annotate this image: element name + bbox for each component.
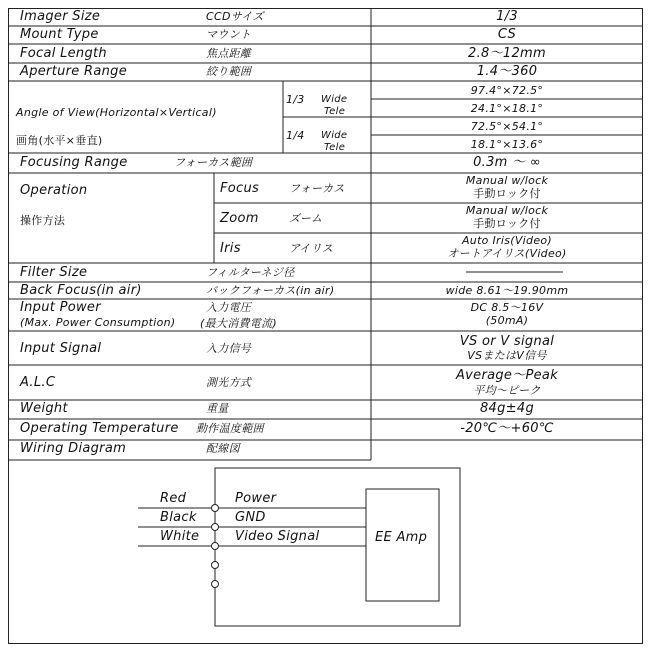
value-zoom-jp: 手動ロック付 — [473, 217, 541, 230]
value-iris: Auto Iris(Video) — [461, 234, 553, 247]
label-filter-size: Filter Size — [20, 265, 88, 280]
value-alc: Average～Peak — [455, 368, 559, 383]
label-angle-of-view: Angle of View(Horizontal×Vertical) — [16, 106, 217, 119]
label-focal-length: Focal Length — [20, 46, 107, 61]
aov-tele-1-3: Tele — [324, 106, 346, 117]
value-aperture-range: 1.4～360 — [476, 64, 538, 79]
value-input-power-current: (50mA) — [485, 314, 529, 327]
jp-imager-size: CCDサイズ — [206, 10, 264, 23]
jp-angle-of-view: 画角(水平×垂直) — [16, 134, 103, 147]
wire-signal-video: Video Signal — [235, 529, 320, 544]
label-operating-temperature: Operating Temperature — [20, 421, 179, 436]
value-input-signal: VS or V signal — [459, 334, 555, 349]
ee-amp-label: EE Amp — [375, 530, 428, 545]
jp-back-focus: バックフォーカス(in air) — [206, 284, 335, 297]
label-input-power: Input Power — [20, 300, 101, 315]
value-operating-temperature: -20℃～+60℃ — [460, 421, 554, 436]
aov-value-1-4-wide: 72.5°×54.1° — [470, 120, 544, 133]
jp-focusing-range: フォーカス範囲 — [174, 156, 253, 169]
aov-wide-1-4: Wide — [321, 130, 348, 141]
jp-alc: 測光方式 — [206, 376, 252, 389]
value-input-power: DC 8.5～16V — [470, 301, 544, 314]
aov-value-1-3-tele: 24.1°×18.1° — [470, 102, 544, 115]
value-focus-jp: 手動ロック付 — [473, 187, 541, 200]
spec-sheet — [8, 8, 643, 644]
wire-signal-gnd: GND — [235, 510, 266, 525]
label-wiring-diagram: Wiring Diagram — [20, 441, 127, 456]
label-mount-type: Mount Type — [20, 27, 99, 42]
label-aperture-range: Aperture Range — [20, 64, 127, 79]
value-focusing-range: 0.3m ～ ∞ — [473, 155, 541, 170]
aov-value-1-4-tele: 18.1°×13.6° — [470, 138, 544, 151]
jp-weight: 重量 — [206, 402, 229, 415]
label-input-signal: Input Signal — [20, 341, 102, 356]
jp-wiring-diagram: 配線図 — [206, 442, 240, 455]
value-weight: 84g±4g — [479, 401, 534, 416]
wire-signal-power: Power — [235, 491, 277, 506]
wire-color-red: Red — [160, 491, 187, 506]
wire-color-white: White — [160, 529, 200, 544]
jp-input-power-max: (最大消費電流) — [200, 317, 277, 330]
jp-focal-length: 焦点距離 — [206, 47, 252, 60]
value-alc-jp: 平均～ピーク — [473, 384, 541, 397]
jp-operation: 操作方法 — [20, 214, 66, 227]
label-imager-size: Imager Size — [20, 9, 101, 24]
jp-operating-temperature: 動作温度範囲 — [196, 422, 264, 435]
label-focusing-range: Focusing Range — [20, 155, 128, 170]
jp-input-power: 入力電圧 — [206, 301, 252, 314]
label-iris: Iris — [220, 241, 241, 256]
value-iris-jp: オートアイリス(Video) — [447, 247, 567, 260]
value-mount-type: CS — [497, 27, 517, 42]
jp-input-signal: 入力信号 — [206, 342, 252, 355]
label-weight: Weight — [20, 401, 68, 416]
label-operation: Operation — [20, 183, 88, 198]
jp-iris: アイリス — [289, 242, 333, 255]
jp-aperture-range: 絞り範囲 — [206, 65, 252, 78]
jp-zoom: ズーム — [289, 212, 323, 225]
value-zoom: Manual w/lock — [465, 204, 549, 217]
jp-mount-type: マウント — [206, 28, 252, 41]
aov-wide-1-3: Wide — [321, 94, 348, 105]
aov-format-1-3: 1/3 — [286, 93, 305, 106]
value-imager-size: 1/3 — [496, 9, 518, 24]
aov-format-1-4: 1/4 — [286, 129, 305, 142]
label-input-power-max: (Max. Power Consumption) — [20, 316, 176, 329]
label-focus: Focus — [220, 181, 260, 196]
jp-filter-size: フィルターネジ径 — [206, 266, 295, 279]
value-input-signal-jp: VSまたはV信号 — [467, 349, 547, 362]
label-alc: A.L.C — [20, 375, 56, 390]
label-zoom: Zoom — [220, 211, 259, 226]
value-back-focus: wide 8.61～19.90mm — [445, 284, 569, 297]
aov-tele-1-4: Tele — [324, 142, 346, 153]
value-focus: Manual w/lock — [465, 174, 549, 187]
label-back-focus: Back Focus(in air) — [20, 283, 142, 298]
jp-focus: フォーカス — [289, 182, 345, 195]
aov-value-1-3-wide: 97.4°×72.5° — [470, 84, 544, 97]
value-focal-length: 2.8～12mm — [468, 46, 546, 61]
wire-color-black: Black — [160, 510, 197, 525]
